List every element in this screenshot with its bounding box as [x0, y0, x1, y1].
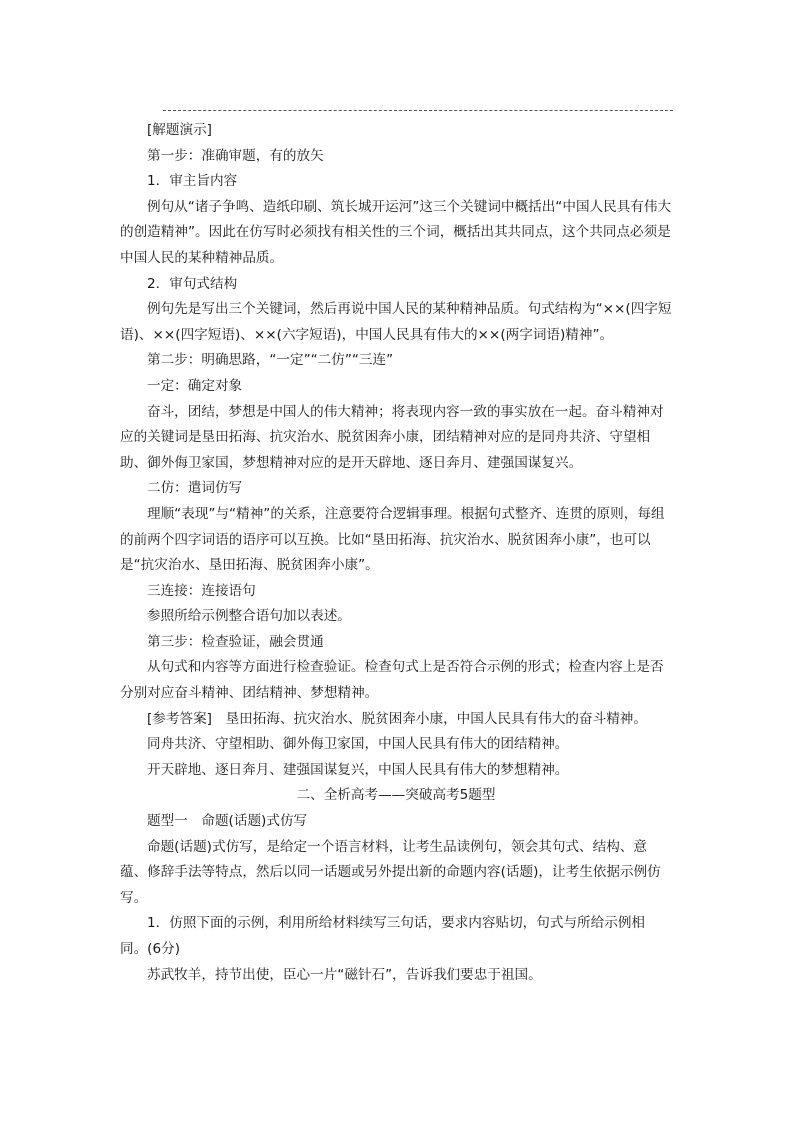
paragraph: 第二步：明确思路，“一定”“二仿”“三连” — [147, 352, 394, 369]
paragraph: 题型一 命题(话题)式仿写 — [147, 813, 308, 830]
paragraph: 从句式和内容等方面进行检查验证。检查句式上是否符合示例的形式；检查内容上是否分别对应奋斗精神、团结精神、梦想精神。 — [120, 659, 664, 702]
paragraph: 命题(话题)式仿写，是给定一个语言材料，让考生品读例句，领会其句式、结构、意蕴、修辞手法等特点，然后以同一话题或另外提出新的命题内容(话题)，让考生依据示例仿写。 — [120, 838, 661, 906]
paragraph: 理顺“表现”与“精神”的关系，注意要符合逻辑事理。根据句式整齐、连贯的原则，每组的前两个四字词语的语序可以互换。比如“垦田拓海、抗灾治水、脱贫困奔小康”，也可以是“抗灾治水、垦田拓海、脱贫困奔小康”。 — [120, 505, 665, 574]
paragraph: 例句先是写出三个关键词，然后再说中国人民的某种精神品质。句式结构为“××(四字短语)、××(四字短语)、××(六字短语)，中国人民具有伟大的××(两字词语)精神”。 — [120, 301, 672, 343]
paragraph: 1．审主旨内容 — [147, 173, 238, 190]
paragraph: 开天辟地、逐日奔月、建强国谋复兴，中国人民具有伟大的梦想精神。 — [147, 761, 569, 778]
document-body — [120, 118, 672, 988]
paragraph: [解题演示] — [147, 122, 212, 138]
paragraph: 2．审句式结构 — [147, 275, 238, 292]
paragraph: 二仿：遣词仿写 — [147, 480, 243, 497]
paragraph: 一定：确定对象 — [147, 377, 243, 394]
paragraph: 同舟共济、守望相助、御外侮卫家国，中国人民具有伟大的团结精神。 — [147, 736, 569, 753]
paragraph: [参考答案] 垦田拓海、抗灾治水、脱贫困奔小康，中国人民具有伟大的奋斗精神。 — [147, 710, 647, 727]
paragraph: 1．仿照下面的示例，利用所给材料续写三句话，要求内容贴切，句式与所给示例相同。(6分) — [120, 915, 646, 957]
paragraph: 奋斗，团结，梦想是中国人的伟大精神；将表现内容一致的事实放在一起。奋斗精神对应的关键词是垦田拓海、抗灾治水、脱贫困奔小康，团结精神对应的是同舟共济、守望相助、御外侮卫家国，梦想精神对应的是开天辟地、逐日奔月、建强国谋复兴。 — [120, 403, 664, 471]
paragraph: 参照所给示例整合语句加以表述。 — [147, 608, 351, 625]
header-divider — [163, 110, 673, 111]
paragraph: 第一步：准确审题，有的放矢 — [147, 147, 324, 164]
section-heading: 二、全析高考——突破高考5题型 — [296, 787, 496, 804]
paragraph: 第三步：检查验证，融会贯通 — [147, 633, 324, 650]
paragraph: 苏武牧羊，持节出使，臣心一片“磁针石”，告诉我们要忠于祖国。 — [147, 966, 542, 983]
paragraph: 例句从“诸子争鸣、造纸印刷、筑长城开运河”这三个关键词中概括出“中国人民具有伟大的创造精神”。因此在仿写时必须找有相关性的三个词，概括出其共同点，这个共同点必须是中国人民的某种精神品质。 — [120, 198, 672, 266]
paragraph: 三连接：连接语句 — [147, 582, 256, 599]
